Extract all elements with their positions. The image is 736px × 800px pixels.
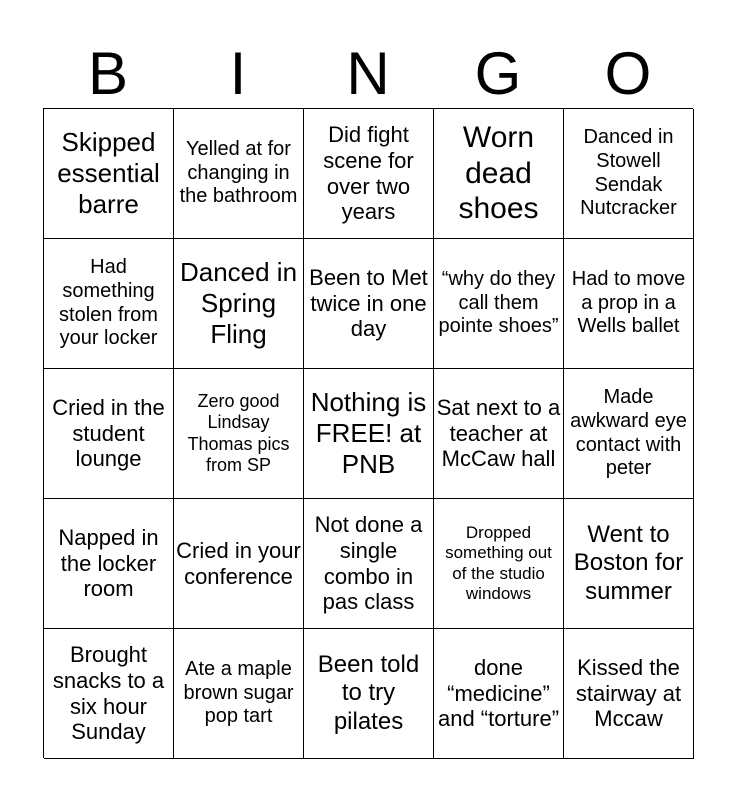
bingo-cell-r2c5[interactable]: [564, 239, 694, 369]
bingo-cell-r1c5[interactable]: [564, 109, 694, 239]
bingo-header: [43, 40, 693, 108]
bingo-cell-r5c1[interactable]: [44, 629, 174, 759]
cell-text: Did fight scene for over two years: [323, 121, 414, 225]
cell-text: Cried in your conference: [176, 537, 301, 589]
bingo-cell-r1c3[interactable]: [304, 109, 434, 239]
cell-text: Ate a maple brown sugar pop tart: [183, 658, 294, 728]
cell-text: Been to Met twice in one day: [309, 264, 428, 342]
bingo-cell-r5c3[interactable]: [304, 629, 434, 759]
cell-text: Danced in Spring Fling: [179, 257, 298, 349]
cell-text: Sat next to a teacher at McCaw hall: [436, 394, 561, 472]
bingo-cell-r4c2[interactable]: [174, 499, 304, 629]
bingo-cell-r1c1[interactable]: [44, 109, 174, 239]
cell-text: Cried in the student lounge: [52, 394, 165, 472]
cell-text: “why do they call them pointe shoes”: [438, 268, 559, 338]
cell-text: Worn dead shoes: [458, 121, 539, 226]
bingo-cell-r3c4[interactable]: [434, 369, 564, 499]
cell-text: Not done a single combo in pas class: [314, 511, 423, 615]
cell-text: Napped in the locker room: [58, 524, 159, 602]
cell-text: Danced in Stowell Sendak Nutcracker: [580, 126, 677, 220]
cell-text: Brought snacks to a six hour Sunday: [52, 641, 165, 745]
bingo-cell-r3c1[interactable]: [44, 369, 174, 499]
bingo-cell-r2c3[interactable]: [304, 239, 434, 369]
cell-text: Had to move a prop in a Wells ballet: [571, 268, 686, 338]
cell-text: Skipped essential barre: [57, 127, 160, 219]
bingo-cell-r5c5[interactable]: [564, 629, 694, 759]
bingo-cell-r1c2[interactable]: [174, 109, 304, 239]
cell-text: Nothing is FREE! at PNB: [310, 387, 427, 479]
bingo-cell-r4c4[interactable]: [434, 499, 564, 629]
header-letter-i: I: [229, 40, 247, 107]
cell-text: Been told to try pilates: [317, 651, 420, 735]
cell-text: Had something stolen from your locker: [59, 256, 158, 350]
cell-text: Kissed the stairway at Mccaw: [575, 654, 682, 732]
bingo-cell-r1c4[interactable]: [434, 109, 564, 239]
header-letter-g: G: [474, 40, 522, 107]
header-letter-o: O: [604, 40, 652, 107]
cell-text: Zero good Lindsay Thomas pics from SP: [187, 391, 290, 475]
cell-text: Dropped something out of the studio windows: [445, 523, 552, 603]
bingo-cell-r4c1[interactable]: [44, 499, 174, 629]
bingo-cell-r2c1[interactable]: [44, 239, 174, 369]
header-letter-n: N: [346, 40, 390, 107]
bingo-cell-r4c5[interactable]: [564, 499, 694, 629]
header-letter-b: B: [87, 40, 129, 107]
cell-text: Made awkward eye contact with peter: [570, 386, 687, 480]
bingo-cell-r2c4[interactable]: [434, 239, 564, 369]
bingo-cell-r3c2[interactable]: [174, 369, 304, 499]
bingo-cell-r4c3[interactable]: [304, 499, 434, 629]
cell-text: Yelled at for changing in the bathroom: [179, 138, 298, 208]
bingo-cell-r5c4[interactable]: [434, 629, 564, 759]
bingo-cell-r5c2[interactable]: [174, 629, 304, 759]
bingo-cell-r3c3[interactable]: [304, 369, 434, 499]
bingo-cell-r3c5[interactable]: [564, 369, 694, 499]
cell-text: Went to Boston for summer: [573, 521, 684, 605]
bingo-board: [43, 108, 693, 758]
bingo-cell-r2c2[interactable]: [174, 239, 304, 369]
cell-text: done “medicine” and “torture”: [437, 654, 560, 732]
